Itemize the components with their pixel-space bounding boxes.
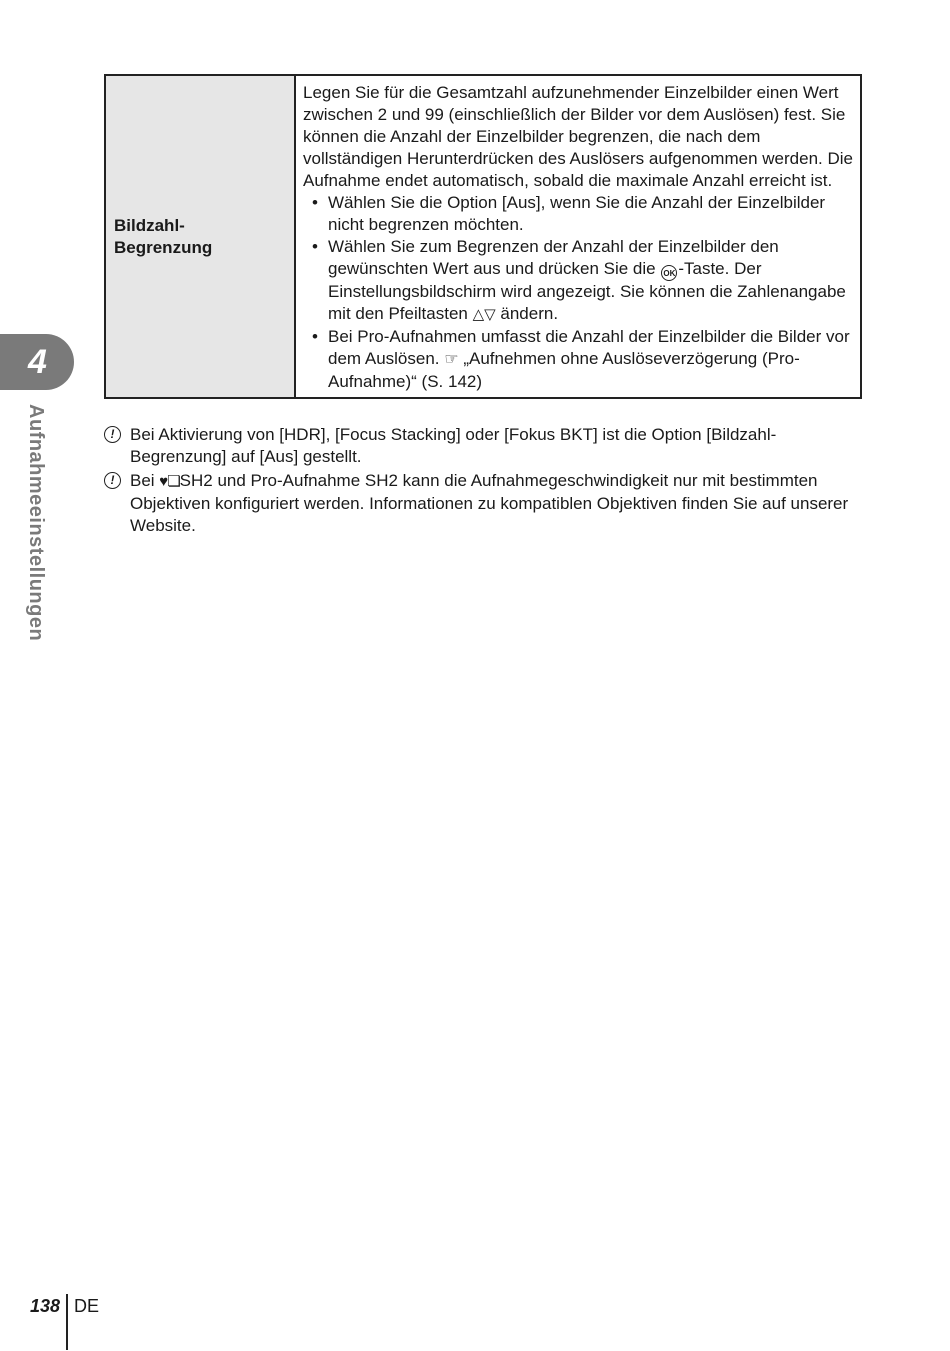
chapter-number: 4 xyxy=(28,343,47,381)
note-1-text: Bei Aktivierung von [HDR], [Focus Stacking] oder [Fokus BKT] ist die Option [Bildzahl-Begrenzung] auf [Aus] gestellt. xyxy=(130,425,777,466)
chapter-title: Aufnahmeeinstellungen xyxy=(25,404,47,642)
bullet-3b-text: „Aufnehmen ohne Auslöseverzögerung (Pro-Aufnahme)“ (S. 142) xyxy=(328,349,800,391)
caution-icon: ! xyxy=(104,472,121,489)
note-2b-text: SH2 und Pro-Aufnahme SH2 kann die Aufnahmegeschwindigkeit nur mit bestimmten Objektiven konfiguriert werden. Informationen zu kompatiblen Objektiven finden Sie auf unserer Website. xyxy=(130,471,849,535)
setting-description xyxy=(295,75,861,398)
sequential-shooting-icon: ♥❏ xyxy=(159,473,180,490)
settings-table xyxy=(104,74,862,399)
caution-icon: ! xyxy=(104,426,121,443)
bullet-item xyxy=(303,236,854,326)
reference-icon: ☞ xyxy=(444,351,459,368)
footer-divider xyxy=(66,1294,68,1350)
bullet-2a-text: Wählen Sie zum Begrenzen der Anzahl der Einzelbilder den gewünschten Wert aus und drücken Sie die xyxy=(328,237,779,278)
bullet-2c-text: ändern. xyxy=(495,304,559,323)
bullet-3a-text: Bei Pro-Aufnahmen umfasst die Anzahl der Einzelbilder die Bilder vor dem Auslösen. xyxy=(328,327,850,368)
language-code: DE xyxy=(74,1296,100,1316)
page-number: 138 xyxy=(30,1296,61,1316)
chapter-tab xyxy=(0,334,74,390)
description-intro: Legen Sie für die Gesamtzahl aufzunehmender Einzelbilder einen Wert zwischen 2 und 99 (einschließlich der Bilder vor dem Auslösen) fest. Sie können die Anzahl der Einzelbilder begrenzen, die nach dem vollständigen Herunterdrücken des Auslösers aufgenommen werden. Die Aufnahme endet automatisch, sobald die maximale Anzahl erreicht ist. xyxy=(303,83,853,190)
notes xyxy=(104,424,864,539)
note-item xyxy=(104,470,864,537)
note-2a-text: Bei xyxy=(130,471,160,490)
ok-button-icon: OK xyxy=(661,265,677,281)
setting-label xyxy=(105,75,295,398)
bullet-2b-text: -Taste. Der Einstellungsbildschirm wird angezeigt. Sie können die Zahlenangabe mit den Pfeiltasten xyxy=(328,259,846,323)
description-bullets xyxy=(303,192,854,393)
setting-label-text: Bildzahl- Begrenzung xyxy=(114,215,213,257)
note-item xyxy=(104,424,864,468)
bullet-1-text: Wählen Sie die Option [Aus], wenn Sie die Anzahl der Einzelbilder nicht begrenzen möchten. xyxy=(328,193,826,234)
arrow-keys-icon: △▽ xyxy=(472,306,496,323)
table-row xyxy=(105,75,861,398)
bullet-item xyxy=(303,192,854,236)
bullet-item xyxy=(303,326,854,393)
